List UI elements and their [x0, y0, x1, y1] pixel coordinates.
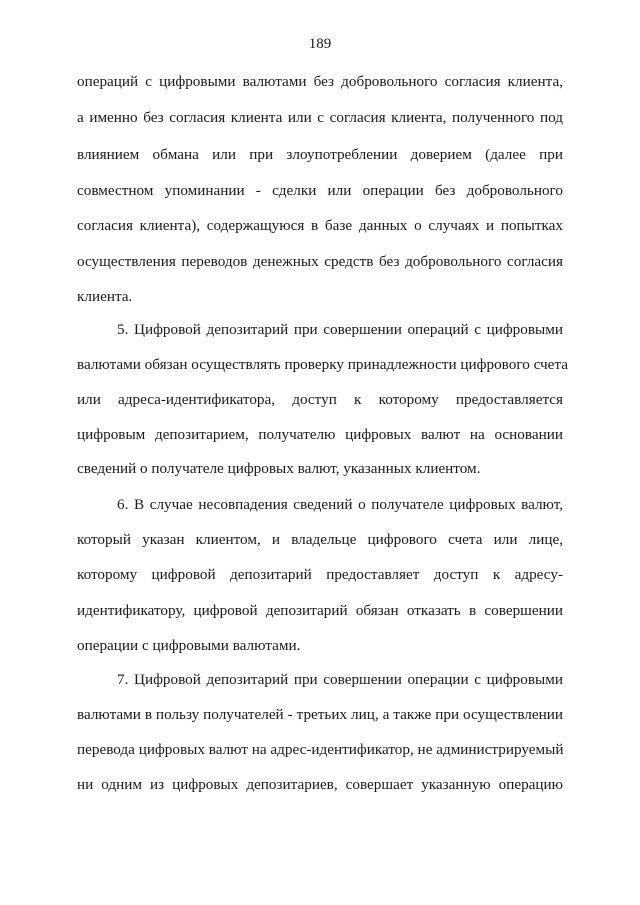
text-line: совместном упоминании - сделки или операции без добровольного: [77, 182, 563, 199]
text-line: валютами в пользу получателей - третьих лиц, а также при осуществлении: [77, 706, 563, 723]
text-line: которому цифровой депозитарий предоставляет доступ к адресу-: [77, 566, 563, 583]
text-line: а именно без согласия клиента или с согласия клиента, полученного под: [77, 109, 563, 126]
text-line: 7. Цифровой депозитарий при совершении операции с цифровыми: [117, 671, 563, 688]
text-line: который указан клиентом, и владельце цифрового счета или лице,: [77, 531, 563, 548]
text-line: ни одним из цифровых депозитариев, совершает указанную операцию: [77, 776, 563, 793]
text-line: операций с цифровыми валютами без добровольного согласия клиента,: [77, 73, 563, 90]
text-line: идентификатору, цифровой депозитарий обязан отказать в совершении: [77, 602, 563, 619]
text-line: валютами обязан осуществлять проверку принадлежности цифрового счета: [77, 356, 568, 373]
text-line: операции с цифровыми валютами.: [77, 637, 301, 654]
text-line: перевода цифровых валют на адрес-идентификатор, не администрируемый: [77, 741, 564, 758]
text-line: согласия клиента), содержащуюся в базе данных о случаях и попытках: [77, 217, 563, 234]
page-number: 189: [308, 36, 332, 52]
text-line: или адреса-идентификатора, доступ к которому предоставляется: [77, 391, 563, 408]
text-line: 6. В случае несовпадения сведений о получателе цифровых валют,: [117, 496, 563, 513]
text-line: клиента.: [77, 288, 133, 305]
text-line: сведений о получателе цифровых валют, указанных клиентом.: [77, 460, 481, 477]
text-line: цифровым депозитарием, получателю цифровых валют на основании: [77, 426, 563, 443]
text-line: осуществления переводов денежных средств без добровольного согласия: [77, 253, 563, 270]
text-line: влиянием обмана или при злоупотреблении доверием (далее при: [77, 146, 563, 163]
text-line: 5. Цифровой депозитарий при совершении операций с цифровыми: [117, 321, 563, 338]
